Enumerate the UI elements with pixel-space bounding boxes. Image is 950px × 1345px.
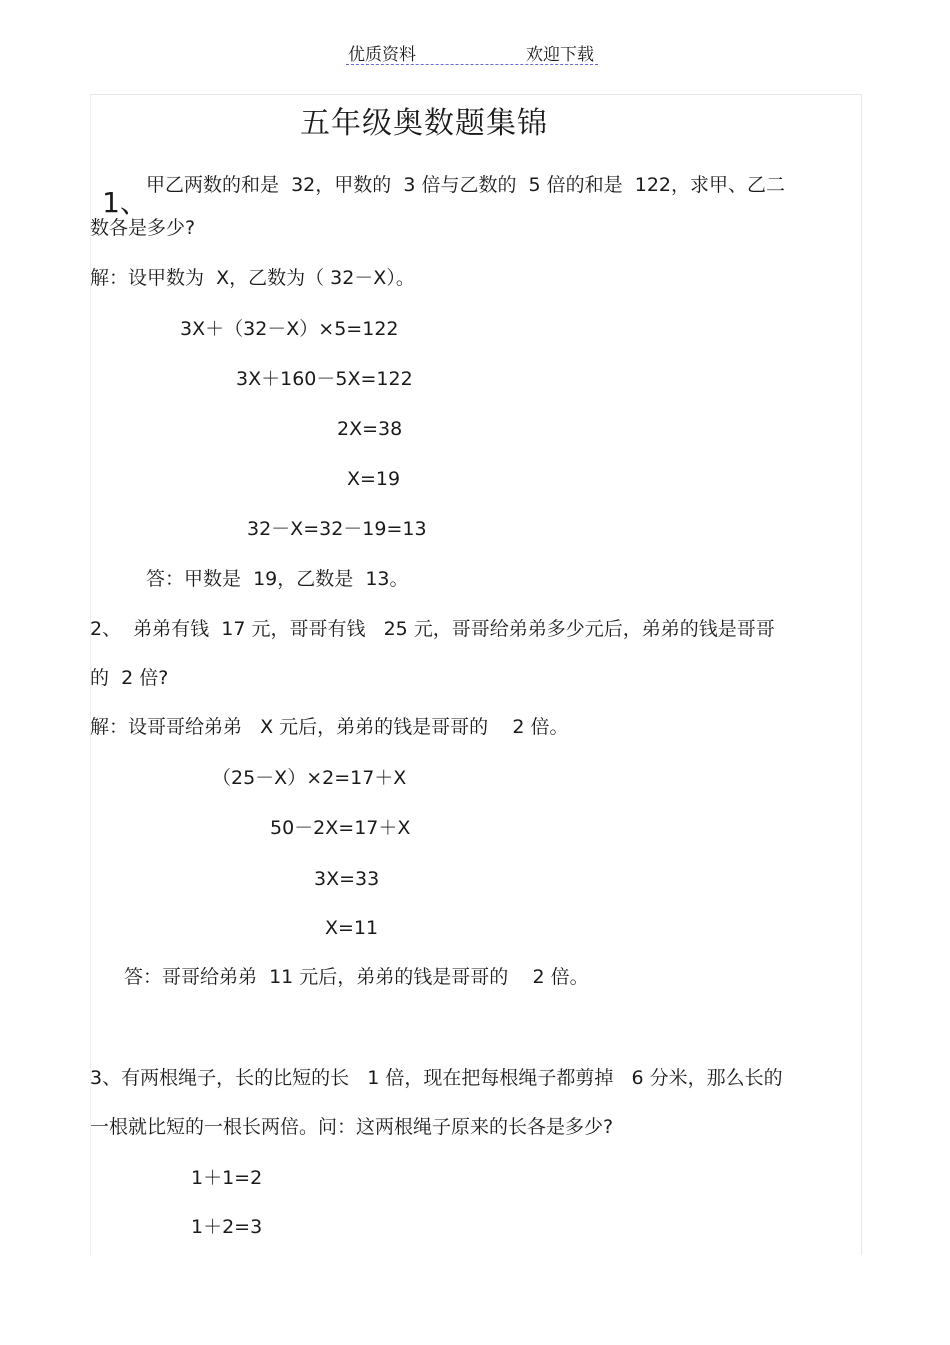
problem-1-step: 3X＋（32－X）×5=122: [180, 318, 399, 340]
problem-2-step: X=11: [325, 917, 379, 939]
problem-1-step: 3X＋160－5X=122: [236, 368, 413, 390]
problem-2-question-line-1: 2、 弟弟有钱 17 元，哥哥有钱 25 元，哥哥给弟弟多少元后，弟弟的钱是哥哥: [90, 618, 775, 640]
problem-2-step: 3X=33: [314, 868, 380, 890]
problem-1-question: [90, 170, 148, 217]
problem-3-question-line-2: 一根就比短的一根长两倍。问：这两根绳子原来的长各是多少?: [90, 1116, 614, 1138]
problem-1-question-line-2: 数各是多少?: [90, 217, 196, 239]
problem-3-step: 1＋2=3: [191, 1216, 263, 1238]
problem-1-question-line-1: 甲乙两数的和是 32，甲数的 3 倍与乙数的 5 倍的和是 122，求甲、乙二: [146, 174, 786, 196]
problem-2-question-line-2: 的 2 倍?: [90, 667, 169, 689]
problem-2-step: （25－X）×2=17＋X: [212, 767, 407, 789]
problem-3-question-line-1: 3、有两根绳子，长的比短的长 1 倍，现在把每根绳子都剪掉 6 分米，那么长的: [90, 1067, 783, 1089]
problem-3-step: 1＋1=2: [191, 1167, 263, 1189]
problem-1-number: 1、: [102, 186, 148, 219]
problem-1-step: X=19: [347, 468, 401, 490]
problem-1-solution-intro: 解：设甲数为 X，乙数为（ 32－X）。: [90, 267, 415, 289]
problem-1-step: 2X=38: [337, 418, 403, 440]
header-divider: [346, 64, 598, 65]
header-right-text: 欢迎下载: [526, 45, 594, 65]
header-left-text: 优质资料: [348, 45, 416, 65]
problem-1-step: 32－X=32－19=13: [247, 518, 427, 540]
problem-2-solution-intro: 解：设哥哥给弟弟 X 元后，弟弟的钱是哥哥的 2 倍。: [90, 716, 569, 738]
problem-1-answer: 答：甲数是 19，乙数是 13。: [146, 568, 409, 590]
problem-2-step: 50－2X=17＋X: [270, 817, 411, 839]
page-title: 五年级奥数题集锦: [300, 106, 548, 141]
problem-2-answer: 答：哥哥给弟弟 11 元后，弟弟的钱是哥哥的 2 倍。: [124, 966, 589, 988]
